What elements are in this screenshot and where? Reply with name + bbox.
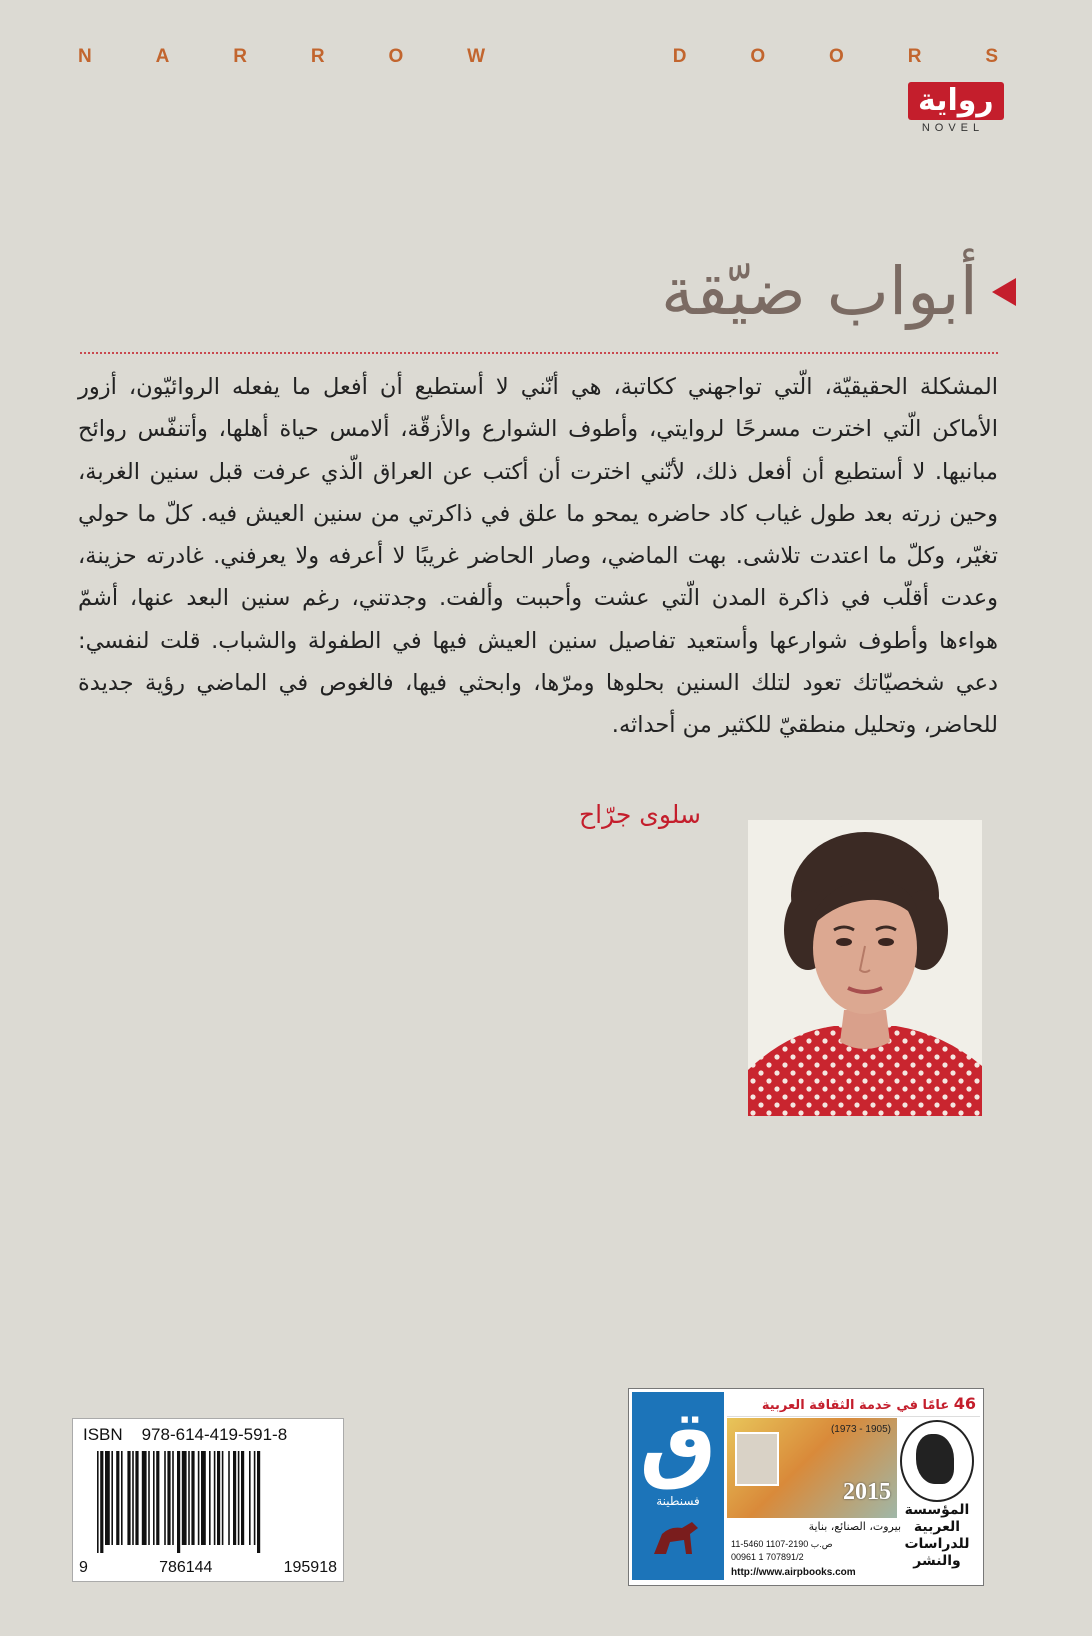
publisher-address: بيروت، الصنائع، بناية [808, 1520, 901, 1533]
barcode-bar [217, 1451, 220, 1545]
barcode-bar [188, 1451, 190, 1545]
barcode-bar [135, 1451, 138, 1545]
barcode-bar [254, 1451, 256, 1545]
barcode-bars [95, 1451, 321, 1553]
barcode-bar [233, 1451, 236, 1545]
novel-logo-english: NOVEL [921, 122, 985, 134]
book-title-row [661, 252, 1016, 332]
barcode-bar [148, 1451, 150, 1545]
portrait-stamp-icon [735, 1432, 779, 1486]
publisher-name-line: والنشر [913, 1553, 961, 1569]
series-letter: N [78, 46, 92, 67]
author-photo [748, 820, 982, 1116]
author-name: سلوى جرّاح [579, 800, 701, 829]
author-portrait-illustration [748, 820, 982, 1116]
barcode-bar [121, 1451, 123, 1545]
barcode-bar [142, 1451, 147, 1545]
barcode-digit-group: 9 [79, 1559, 88, 1576]
barcode-bar [198, 1451, 200, 1545]
barcode-bar [257, 1451, 260, 1553]
publisher-phone: 00961 1 707891/2 [731, 1552, 804, 1562]
publisher-name-line: العربية [913, 1519, 961, 1535]
barcode-bar [201, 1451, 206, 1545]
barcode-bar [100, 1451, 103, 1553]
barcode-bar [238, 1451, 240, 1545]
anniversary-number: 46 [953, 1394, 976, 1413]
dotted-divider [80, 352, 998, 354]
publisher-phone: 11-5460 ص.ب 2190-1107 [731, 1539, 833, 1549]
publisher-phones [731, 1538, 901, 1564]
series-letter: D [672, 46, 687, 67]
barcode-bar [153, 1451, 155, 1545]
barcode-bar [105, 1451, 110, 1545]
publisher-logo-block [628, 1388, 984, 1586]
isbn-number: 978-614-419-591-8 [141, 1425, 288, 1444]
triangle-bullet-icon [992, 278, 1016, 306]
series-letter: O [388, 46, 404, 67]
barcode-bar [228, 1451, 230, 1545]
publisher-emblem-icon [900, 1420, 974, 1502]
publisher-name-line: المؤسسة [904, 1502, 970, 1518]
barcode-bar [127, 1451, 130, 1545]
anniversary-text: عامًا في خدمة الثقافة العربية [761, 1398, 950, 1413]
barcode-bar [167, 1451, 170, 1545]
qaf-logo-icon: ق [639, 1392, 717, 1492]
publisher-qaf-panel [632, 1392, 724, 1580]
publisher-left-name: فسنطينة [656, 1494, 700, 1508]
publisher-main-panel [727, 1392, 980, 1580]
barcode-bar [182, 1451, 187, 1545]
barcode-bar [241, 1451, 244, 1545]
blurb-text: المشكلة الحقيقيّة، الّتي تواجهني ككاتبة، هي أنّني لا أستطيع أن أفعل ما يفعله الروائيّون، أزور الأماكن الّتي اخترت مسرحًا لروايتي، وأطوف الشوارع والأزقّة، ألامس حياة أهلها، وأتنفّس روائح مبانيها. لا أستطيع أن أفعل ذلك، لأنّني اخترت أن أكتب عن العراق الّذي عرفت قبل سنين الغربة، وحين زرته بعد طول غياب كاد حاضره يمحو ما علق في ذاكرتي من سنين العيش فيه. كلّ ما حولي تغيّر، وكلّ ما اعتدت تلاشى. بهت الماضي، وصار الحاضر غريبًا لا أعرفه ولا يعرفني. غادرته حزينة، وعدت أقلّب في ذاكرة المدن الّتي عشت وأحببت وألفت. وجدتني، رغم سنين البعد عنها، أشمّ هواءها وأطوف شوارعها وأستعيد تفاصيل سنين العيش فيها في الطفولة والشباب. قلت لنفسي: دعي شخصيّاتك تعود لتلك السنين بحلوها ومرّها، وابحثي فيها، فالغوص في الماضي رؤية جديدة للحاضر، وتحليل منطقيّ للكثير من أحداثه. [78, 374, 998, 739]
series-letter: R [233, 46, 247, 67]
barcode-bar [214, 1451, 216, 1545]
publisher-name [898, 1502, 976, 1570]
publisher-name-line: للدراسات [904, 1536, 970, 1552]
back-cover-blurb [78, 366, 998, 747]
series-letter: O [829, 46, 844, 67]
portrait-dates: (1973 - 1905) [830, 1424, 891, 1435]
isbn-barcode [72, 1418, 344, 1582]
barcode-bar [191, 1451, 194, 1545]
barcode-bar [222, 1451, 224, 1545]
anniversary-artwork [727, 1418, 897, 1518]
isbn-line [83, 1425, 287, 1445]
series-letter: A [155, 46, 170, 67]
barcode-bar [116, 1451, 119, 1545]
anniversary-year: 2015 [843, 1479, 891, 1505]
barcode-digit-group: 195918 [283, 1559, 337, 1576]
barcode-bar [172, 1451, 174, 1545]
series-title [78, 46, 998, 68]
book-title: أبواب ضيّقة [661, 253, 978, 330]
barcode-bar [177, 1451, 180, 1553]
publisher-anniversary-banner [727, 1392, 980, 1417]
barcode-digits [79, 1559, 337, 1577]
series-letter: R [310, 46, 325, 67]
publisher-url: http://www.airpbooks.com [731, 1567, 856, 1578]
barcode-digit-group: 786144 [159, 1559, 213, 1576]
series-gap [549, 46, 609, 68]
series-letter: S [985, 46, 998, 67]
barcode-bar [156, 1451, 159, 1545]
barcode-bar [249, 1451, 251, 1545]
series-letter: W [467, 46, 486, 67]
horse-rider-icon [648, 1508, 708, 1558]
barcode-bar [209, 1451, 211, 1545]
barcode-bar [164, 1451, 166, 1545]
series-letter: R [907, 46, 922, 67]
barcode-bar [132, 1451, 134, 1545]
series-letter: O [750, 46, 766, 67]
barcode-bar [111, 1451, 113, 1545]
novel-series-logo [908, 82, 998, 134]
barcode-bar [97, 1451, 99, 1553]
isbn-label: ISBN [83, 1425, 123, 1444]
novel-logo-arabic: رواية [908, 82, 1004, 120]
